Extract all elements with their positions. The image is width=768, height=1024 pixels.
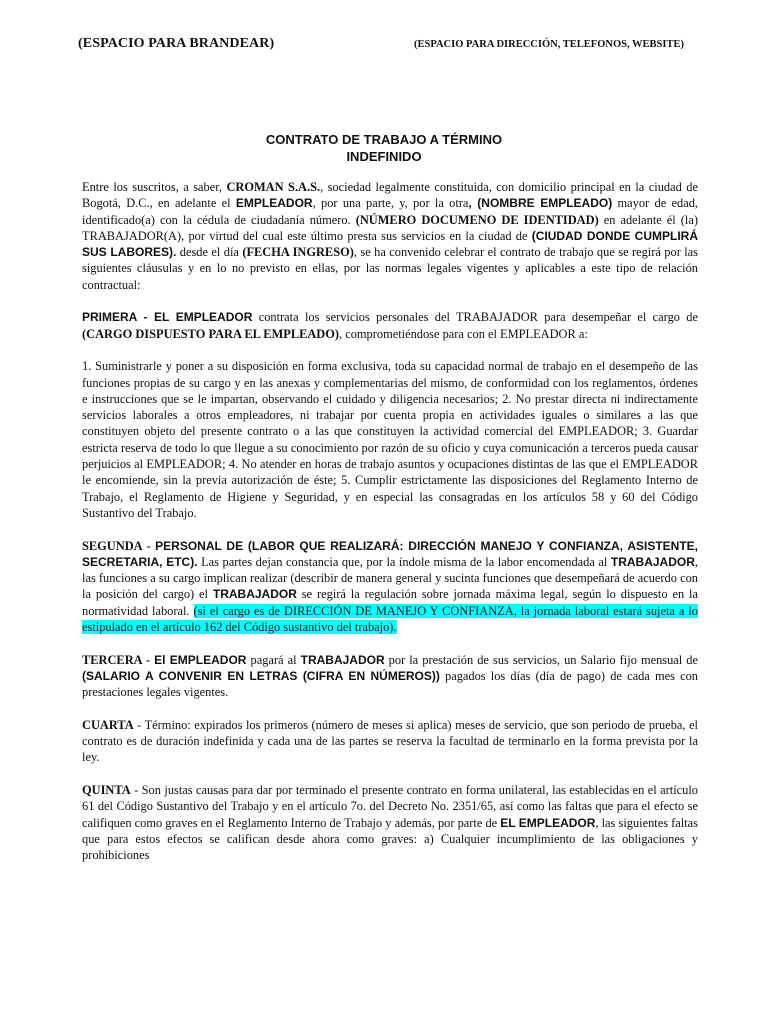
contract-body (82, 179, 698, 880)
clause-segunda-heading: PERSONAL DE (LABOR QUE REALIZARÁ: DIRECCIÓN MANEJO Y CONFIANZA, ASISTENTE, SECRETARIA, ETC). (82, 538, 698, 569)
start-date-placeholder: (FECHA INGRESO) (242, 245, 354, 260)
intro-text-3: , por una parte, y, por la otra (312, 196, 469, 211)
clause-primera (82, 309, 698, 342)
clause-cuarta-text: - Término: expirados los primeros (número de meses si aplica) meses de servicio, que son periodo de prueba, el contrato es de duración indefinida y cada una de las partes se reserva la facultad de terminarlo en la forma prevista por la ley. (82, 717, 698, 765)
brand-placeholder: (ESPACIO PARA BRANDEAR) (78, 36, 275, 51)
city-placeholder: (CIUDAD DONDE CUMPLIRÁ SUS LABORES). (82, 228, 698, 260)
intro-text-4: mayor de edad, identificado(a) con la cédula de ciudadanía número. (82, 196, 699, 227)
clause-segunda-text-2: , las funciones a su cargo implican realizar (describir de manera general y sucinta funciones que desempeñará de acuerdo con la posición del cargo) el (82, 554, 698, 602)
worker-term: TRABAJADOR (212, 587, 297, 602)
clause-cuarta (82, 717, 698, 766)
clause-primera-heading: PRIMERA - EL EMPLEADOR (82, 310, 253, 325)
clause-primera-text-2: , comprometiéndose para con el EMPLEADOR a: (339, 326, 588, 341)
position-placeholder: (CARGO DISPUESTO PARA EL EMPLEADO) (82, 326, 340, 341)
contract-title-line2: INDEFINIDO (346, 149, 422, 164)
clause-primera-text-1: contrata los servicios personales del TRABAJADOR para desempeñar el cargo de (252, 310, 698, 325)
clause-segunda (82, 538, 698, 636)
employer-term: El EMPLEADOR (154, 652, 247, 667)
clause-cuarta-label: CUARTA (82, 717, 134, 732)
worker-term: TRABAJADOR (610, 554, 695, 569)
id-number-placeholder: (NÚMERO DOCUMENO DE IDENTIDAD) (355, 212, 599, 227)
intro-text-7: , se ha convenido celebrar el contrato de trabajo que se regirá por las siguientes cláusulas y en lo no previsto en ellas, por las normas legales vigentes y aplicables a este tipo de relación contractual: (82, 245, 699, 292)
clause-quinta-text-2: , las siguientes faltas que para estos efectos se califican desde ahora como graves: a) Cualquier incumplimiento de las obligaciones y prohibiciones (82, 815, 698, 863)
highlighted-note: (si el cargo es de DIRECCIÓN DE MANEJO Y CONFIANZA, la jornada laboral estará sujeta a lo estipulado en el artículo 162 del Código sustantivo del trabajo). (82, 603, 699, 635)
clause-tercera-text-2: por la prestación de sus servicios, un Salario fijo mensual de (384, 652, 698, 667)
clause-segunda-label: SEGUNDA - (82, 538, 156, 553)
intro-text-5: en adelante él (la) TRABAJADOR(A), por virtud del cual este último presta sus servicios en la ciudad de (82, 212, 698, 243)
clause-tercera-label: TERCERA - (82, 652, 155, 667)
clause-tercera (82, 652, 698, 701)
intro-text-2: , sociedad legalmente constituida, con domicilio principal en la ciudad de Bogotá, D.C., en adelante el (82, 180, 698, 211)
contract-title-line1: CONTRATO DE TRABAJO A TÉRMINO (265, 132, 503, 147)
intro-paragraph (82, 179, 698, 293)
employer-term: EL EMPLEADOR (500, 815, 596, 830)
clause-quinta-text-1: - Son justas causas para dar por terminado el presente contrato en forma unilateral, las establecidas en el artículo 61 del Código Sustantivo del Trabajo y en el artículo 7o. del Decreto No. 2351/65, así como las faltas que para el efecto se califiquen como graves en el Reglamento Interno de Trabajo y además, por parte de (82, 782, 698, 830)
clause-segunda-text-3: se regirá la regulación sobre jornada máxima legal, según lo dispuesto en la normatividad laboral. (82, 587, 698, 618)
worker-term: TRABAJADOR (300, 652, 385, 667)
contract-title (0, 131, 768, 165)
employee-name-placeholder: , (NOMBRE EMPLEADO) (468, 196, 613, 211)
intro-text-1: Entre los suscritos, a saber, (82, 180, 227, 194)
clause-quinta-label: QUINTA (82, 782, 131, 797)
clause-tercera-text-3: pagados los días (día de pago) de cada mes con prestaciones legales vigentes. (82, 668, 698, 700)
clause-segunda-text-1: Las partes dejan constancia que, por la índole misma de la labor encomendada al (197, 554, 611, 569)
clause-quinta (82, 782, 698, 863)
clause-tercera-text-1: pagará al (246, 652, 301, 667)
employer-term: EMPLEADOR (235, 196, 313, 211)
contact-placeholder: (ESPACIO PARA DIRECCIÓN, TELEFONOS, WEBSITE) (414, 39, 684, 50)
obligations-list: 1. Suministrarle y poner a su disposición en forma exclusiva, toda su capacidad normal de trabajo en el desempeño de las funciones propias de su cargo y en las anexas y complementarias del mismo, de conformidad con los reglamentos, órdenes e instrucciones que se le impartan, observando el cuidado y diligencia necesarios; 2. No prestar directa ni indirectamente servicios laborales a otros empleadores, ni trabajar por cuenta propia en actividades iguales o similares a las que constituyen objeto del presente contrato o a las que constituyen la actividad comercial del EMPLEADOR; 3. Guardar estricta reserva de todo lo que llegue a su conocimiento por razón de su oficio y cuya comunicación a terceros pueda causar perjuicios al EMPLEADOR; 4. No atender en horas de trabajo asuntos y ocupaciones distintas de las que el EMPLEADOR le encomiende, sin la previa autorización de éste; 5. Cumplir estrictamente las disposiciones del Reglamento Interno de Trabajo, el Reglamento de Higiene y Seguridad, y en especial las consagradas en los artículos 58 y 60 del Código Sustantivo del Trabajo. (82, 359, 698, 520)
salary-placeholder: (SALARIO A CONVENIR EN LETRAS (CIFRA EN NÚMEROS)) (82, 668, 440, 683)
company-name: CROMAN S.A.S. (226, 180, 321, 194)
intro-text-6: desde el día (176, 245, 243, 260)
